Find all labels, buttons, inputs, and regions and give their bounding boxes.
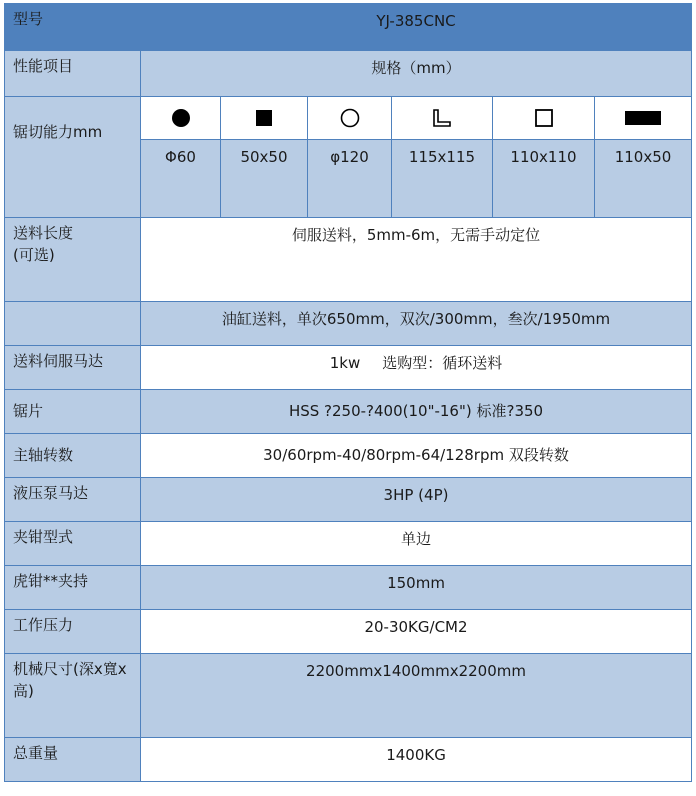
spindle-value: 30/60rpm-40/80rpm-64/128rpm 双段转数 [141, 434, 692, 478]
vise-value: 150mm [141, 566, 692, 610]
feed-length-label-line1: 送料长度 [13, 224, 74, 242]
model-name: YJ-385CNC [141, 4, 692, 51]
spindle-row [5, 434, 692, 478]
filled-rectangle-icon [595, 97, 692, 140]
hollow-circle-icon [308, 97, 392, 140]
weight-label: 总重量 [5, 738, 141, 782]
vise-row [5, 566, 692, 610]
size-label: 机械尺寸(深x寬x高) [5, 654, 141, 738]
pressure-row [5, 610, 692, 654]
clamp-row [5, 522, 692, 566]
dim-angle: 115x115 [392, 140, 493, 218]
clamp-value: 单边 [141, 522, 692, 566]
servo-motor-row [5, 346, 692, 390]
pump-row [5, 478, 692, 522]
perf-label: 性能项目 [5, 51, 141, 97]
pump-value: 3HP (4P) [141, 478, 692, 522]
servo-motor-power: 1kw [329, 354, 361, 372]
header-row [5, 4, 692, 51]
spec-table [4, 3, 692, 782]
feed-length-row [5, 218, 692, 302]
feed-length-value: 伺服送料，5mm-6m，无需手动定位 [141, 218, 692, 302]
perf-row [5, 51, 692, 97]
hollow-square-icon [493, 97, 595, 140]
cylinder-feed-value: 油缸送料，单次650mm，双次/300mm，叁次/1950mm [141, 302, 692, 346]
blade-value: HSS ?250-?400(10"-16") 标准?350 [141, 390, 692, 434]
dim-round-solid: Φ60 [141, 140, 221, 218]
clamp-label: 夹钳型式 [5, 522, 141, 566]
filled-circle-icon [141, 97, 221, 140]
spec-unit: 规格（mm） [141, 51, 692, 97]
servo-motor-label: 送料伺服马达 [5, 346, 141, 390]
weight-value: 1400KG [141, 738, 692, 782]
cutting-shape-row [5, 97, 692, 140]
size-value: 2200mmx1400mmx2200mm [141, 654, 692, 738]
servo-motor-value [141, 346, 692, 390]
servo-motor-option: 选购型：循环送料 [382, 354, 503, 372]
cylinder-feed-label [5, 302, 141, 346]
feed-length-label-line2: (可选) [13, 246, 55, 264]
pump-label: 液压泵马达 [5, 478, 141, 522]
vise-label: 虎钳**夹持 [5, 566, 141, 610]
size-row [5, 654, 692, 738]
dim-round-tube: φ120 [308, 140, 392, 218]
pressure-label: 工作压力 [5, 610, 141, 654]
pressure-value: 20-30KG/CM2 [141, 610, 692, 654]
blade-row [5, 390, 692, 434]
cylinder-feed-row [5, 302, 692, 346]
angle-icon [392, 97, 493, 140]
spindle-label: 主轴转数 [5, 434, 141, 478]
blade-label: 锯片 [5, 390, 141, 434]
feed-length-label [5, 218, 141, 302]
cutting-label: 锯切能力mm [5, 97, 141, 218]
dim-rectangle: 110x50 [595, 140, 692, 218]
dim-square-tube: 110x110 [493, 140, 595, 218]
dim-square-solid: 50x50 [221, 140, 308, 218]
filled-square-icon [221, 97, 308, 140]
header-label: 型号 [5, 4, 141, 51]
weight-row [5, 738, 692, 782]
